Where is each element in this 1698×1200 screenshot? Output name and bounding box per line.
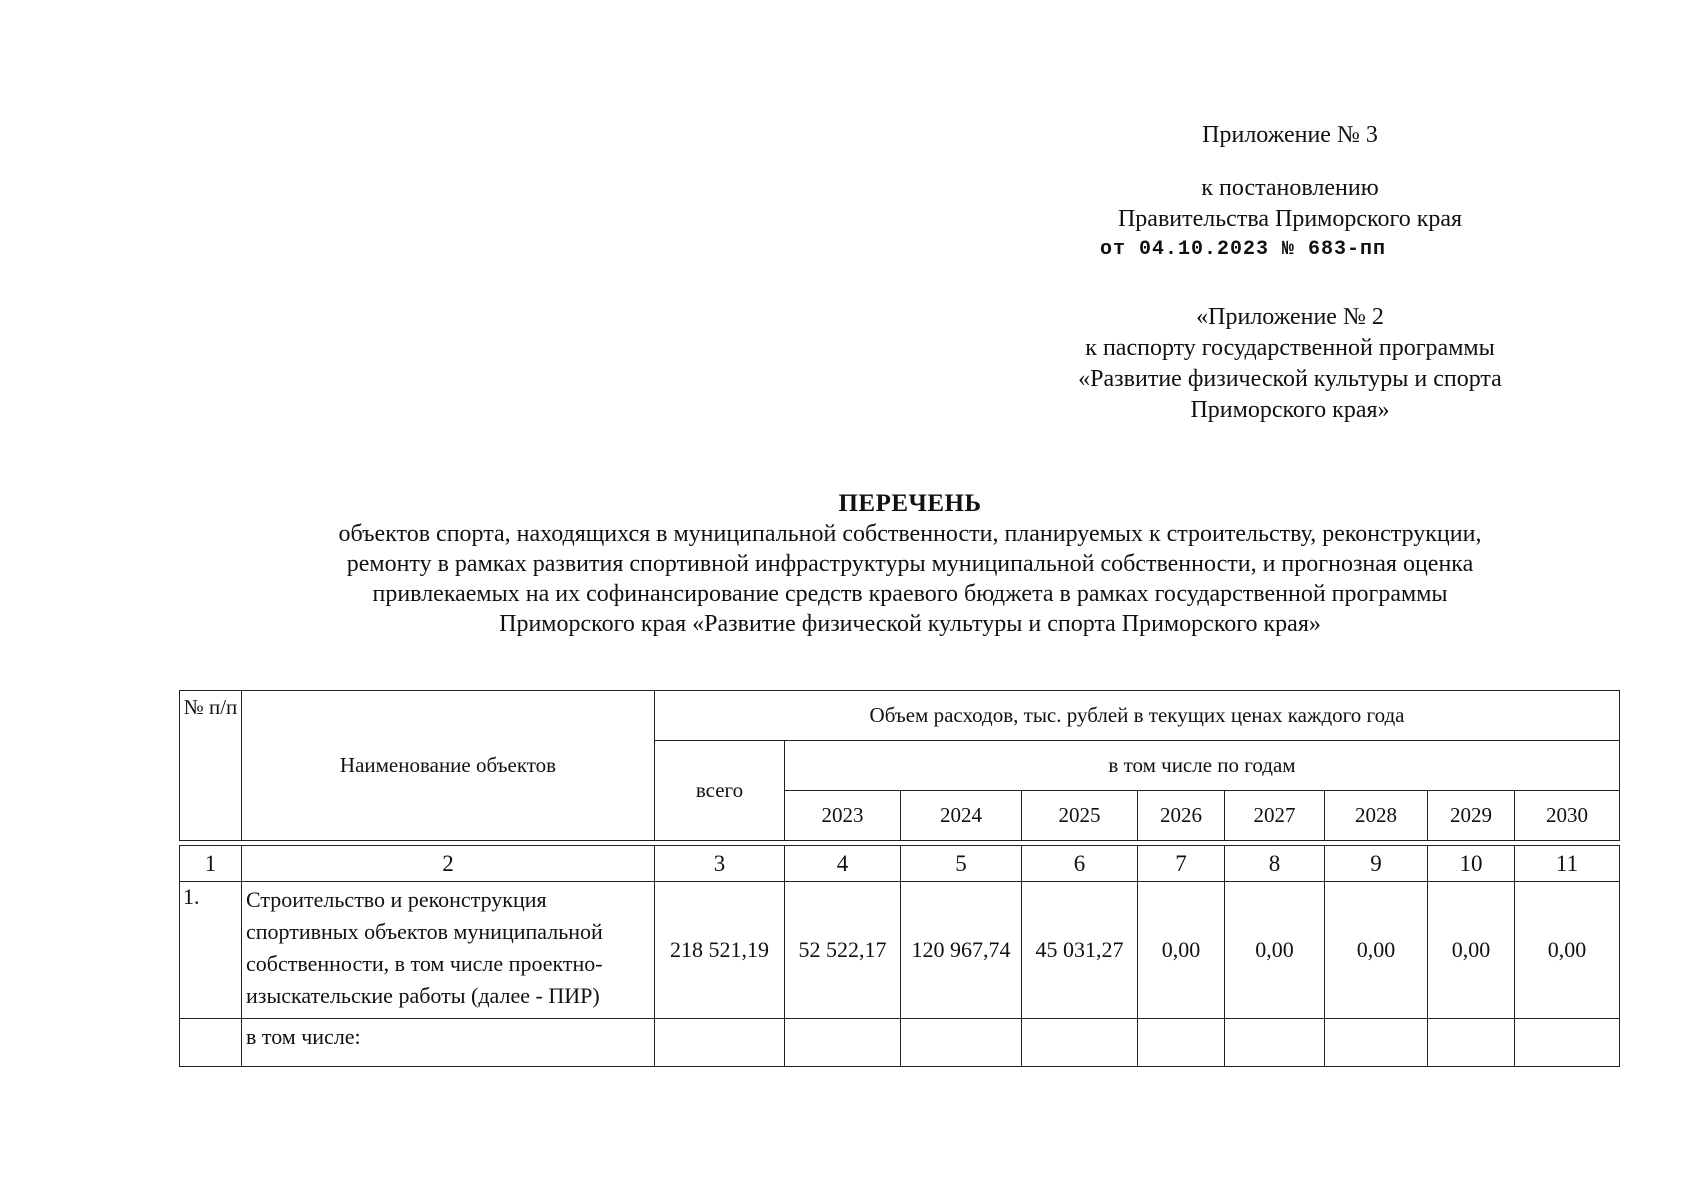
appendix-3-title xyxy=(1000,120,1580,151)
header-name: Наименование объектов xyxy=(339,753,557,777)
header-number-cell xyxy=(180,691,242,841)
row-value-2029 xyxy=(1428,1019,1515,1067)
column-number: 4 xyxy=(785,846,901,882)
header-year: 2026 xyxy=(1138,791,1225,841)
row-value-2030: 0,00 xyxy=(1515,882,1620,1019)
column-number: 3 xyxy=(655,846,785,882)
appendix-3-label: Приложение № 3 xyxy=(1202,122,1378,148)
column-number: 11 xyxy=(1515,846,1620,882)
header-number: № п/п xyxy=(183,695,238,719)
header-year: 2027 xyxy=(1225,791,1325,841)
row-value-total: 218 521,19 xyxy=(655,882,785,1019)
column-number: 5 xyxy=(901,846,1022,882)
header-by-years-cell xyxy=(785,741,1620,791)
column-number: 1 xyxy=(180,846,242,882)
row-value-2025: 45 031,27 xyxy=(1022,882,1138,1019)
header-by-years: в том числе по годам xyxy=(1108,753,1296,777)
header-year: 2028 xyxy=(1325,791,1428,841)
decree-line-2: Правительства Приморского края xyxy=(1117,206,1463,232)
appendix-2-line-2: к паспорту государственной программы xyxy=(1085,335,1495,361)
document-subtitle-line: привлекаемых на их софинансирование средств краевого бюджета в рамках государственной программы xyxy=(372,581,1448,607)
document-heading: ПЕРЕЧЕНЬ xyxy=(838,490,982,517)
row-value-2026 xyxy=(1138,1019,1225,1067)
row-value-2029: 0,00 xyxy=(1428,882,1515,1019)
column-number: 6 xyxy=(1022,846,1138,882)
document-subtitle-line: объектов спорта, находящихся в муниципальной собственности, планируемых к строительству, реконструкции, xyxy=(338,521,1482,547)
column-number: 7 xyxy=(1138,846,1225,882)
header-year: 2029 xyxy=(1428,791,1515,841)
header-expenses: Объем расходов, тыс. рублей в текущих ценах каждого года xyxy=(869,703,1405,727)
row-value-2028: 0,00 xyxy=(1325,882,1428,1019)
table-row xyxy=(180,1019,1620,1067)
table-body xyxy=(179,845,1620,1067)
header-year: 2025 xyxy=(1022,791,1138,841)
appendix-2-line-3: «Развитие физической культуры и спорта xyxy=(1078,366,1502,392)
row-value-2027 xyxy=(1225,1019,1325,1067)
document-subtitle-line: Приморского края «Развитие физической культуры и спорта Приморского края» xyxy=(499,611,1321,637)
row-value-2024 xyxy=(901,1019,1022,1067)
row-value-2027: 0,00 xyxy=(1225,882,1325,1019)
appendix-2-line-1: «Приложение № 2 xyxy=(1196,304,1384,330)
header-year: 2024 xyxy=(901,791,1022,841)
header-total: всего xyxy=(695,778,744,802)
header-year: 2023 xyxy=(785,791,901,841)
row-value-2023: 52 522,17 xyxy=(785,882,901,1019)
header-name-cell xyxy=(242,691,655,841)
decree-reference xyxy=(1000,173,1580,265)
header-year: 2030 xyxy=(1515,791,1620,841)
table-row xyxy=(180,882,1620,1019)
appendix-2-line-4: Приморского края» xyxy=(1190,397,1390,423)
column-number: 8 xyxy=(1225,846,1325,882)
header-total-cell xyxy=(655,741,785,841)
header-expenses-cell xyxy=(655,691,1620,741)
appendix-2-reference xyxy=(1000,302,1580,426)
row-object-name: в том числе: xyxy=(242,1019,655,1067)
row-number xyxy=(180,1019,242,1067)
column-number: 9 xyxy=(1325,846,1428,882)
row-value-2023 xyxy=(785,1019,901,1067)
column-number: 2 xyxy=(242,846,655,882)
decree-date-stamp: от 04.10.2023 № 683-пп xyxy=(1100,238,1387,261)
row-object-name: Строительство и реконструкция спортивных объектов муниципальной собственности, в том числе проектно-изыскательские работы (далее - ПИР) xyxy=(242,882,655,1019)
row-number: 1. xyxy=(180,882,242,1019)
table-header xyxy=(179,690,1620,841)
document-subtitle-line: ремонту в рамках развития спортивной инфраструктуры муниципальной собственности, и прогнозная оценка xyxy=(346,551,1474,577)
row-value-2026: 0,00 xyxy=(1138,882,1225,1019)
column-numbers-row xyxy=(180,846,1620,882)
row-value-2025 xyxy=(1022,1019,1138,1067)
row-value-total xyxy=(655,1019,785,1067)
row-value-2030 xyxy=(1515,1019,1620,1067)
column-number: 10 xyxy=(1428,846,1515,882)
row-value-2028 xyxy=(1325,1019,1428,1067)
row-value-2024: 120 967,74 xyxy=(901,882,1022,1019)
decree-line-1: к постановлению xyxy=(1201,175,1379,201)
document-title-block xyxy=(200,489,1620,639)
